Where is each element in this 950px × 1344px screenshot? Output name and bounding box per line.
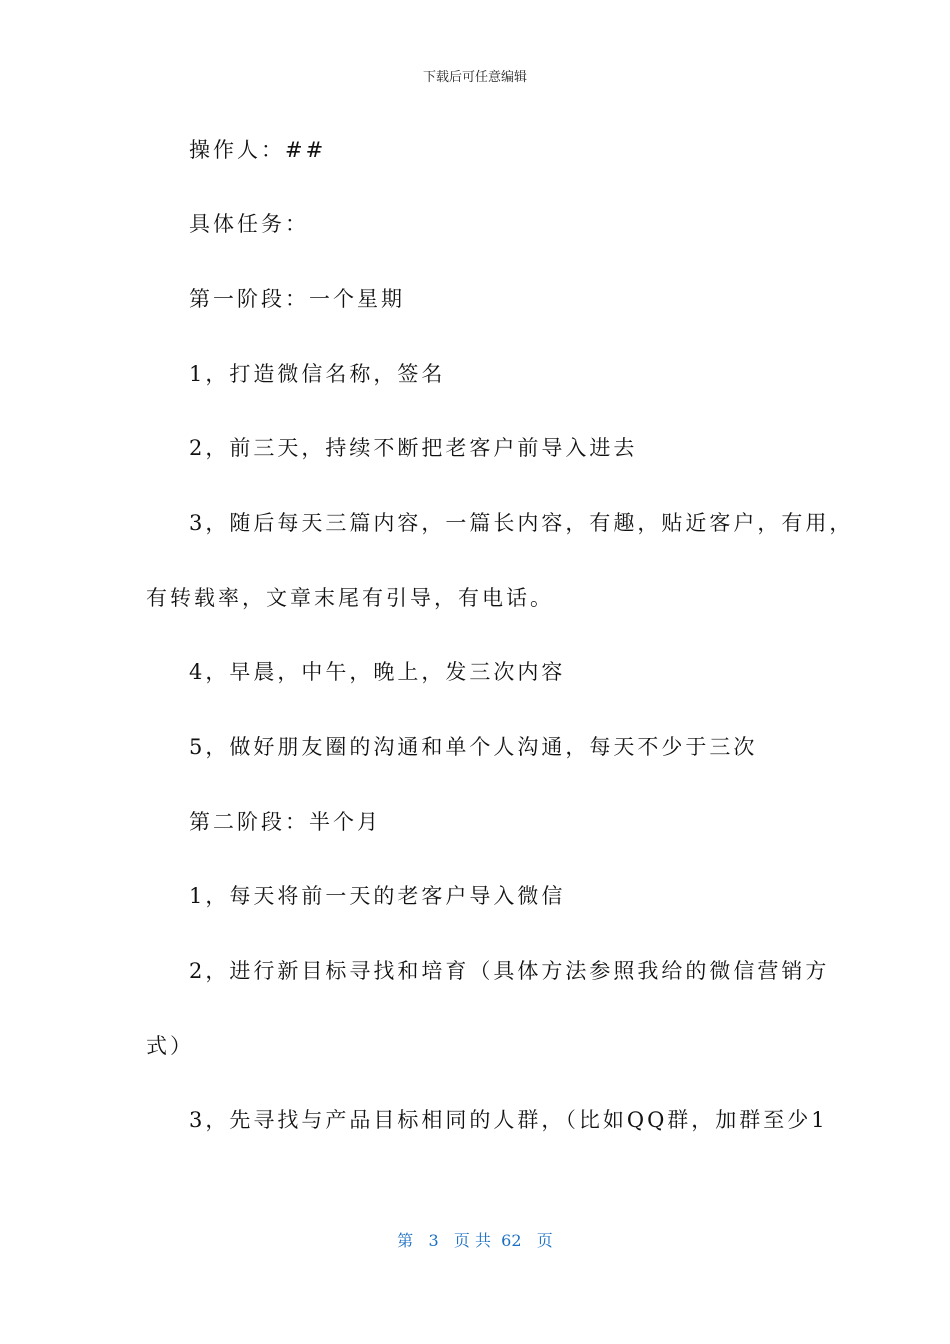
stage-one-item-4: 4，早晨，中午，晚上，发三次内容 [189,660,566,684]
stage-one-item-1: 1，打造微信名称，签名 [189,362,446,386]
footer-middle: 页 共 [453,1231,491,1250]
stage-two-heading: 第二阶段：半个月 [189,810,381,834]
stage-one-item-3-continued: 有转载率，文章末尾有引导，有电话。 [146,586,554,610]
stage-two-item-1: 1，每天将前一天的老客户导入微信 [189,884,566,908]
stage-two-item-2-continued: 式） [146,1034,194,1058]
footer-suffix: 页 [536,1231,553,1250]
stage-one-item-3: 3，随后每天三篇内容，一篇长内容，有趣，贴近客户，有用， [189,511,854,535]
operator-line: 操作人：## [189,138,327,162]
footer-prefix: 第 [397,1231,414,1250]
stage-one-item-5: 5，做好朋友圈的沟通和单个人沟通，每天不少于三次 [189,735,758,759]
stage-two-item-3: 3，先寻找与产品目标相同的人群，（比如QQ群，加群至少1 [189,1108,828,1132]
footer-total-pages: 62 [501,1231,522,1250]
stage-one-item-2: 2，前三天，持续不断把老客户前导入进去 [189,436,638,460]
footer-current-page: 3 [428,1231,439,1250]
page-footer [0,1228,950,1251]
stage-one-heading: 第一阶段：一个星期 [189,287,405,311]
stage-two-item-2: 2，进行新目标寻找和培育（具体方法参照我给的微信营销方 [189,959,830,983]
task-heading: 具体任务： [189,212,309,236]
page-header-note: 下载后可任意编辑 [422,70,527,85]
